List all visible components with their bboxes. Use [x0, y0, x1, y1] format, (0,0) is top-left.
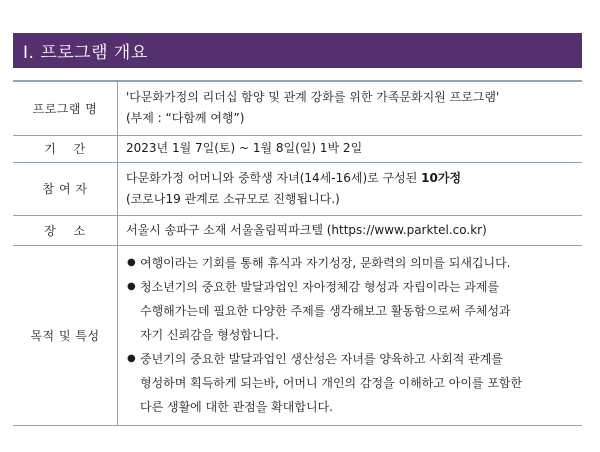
purpose-list: [126, 251, 578, 419]
value-participants: [118, 162, 583, 215]
row-period: [13, 135, 582, 162]
label-period: 기 간: [13, 135, 118, 162]
label-purpose: 목적 및 특성: [13, 245, 118, 425]
program-title: '다문화가정의 리더십 함양 및 관계 강화를 위한 가족문화지원 프로그램': [126, 90, 500, 105]
label-place: 장 소: [13, 215, 118, 245]
value-period: [118, 135, 583, 162]
period-text: 2023년 1월 7일(토) ~ 1월 8일(일) 1박 2일: [126, 141, 363, 155]
value-purpose: [118, 245, 583, 425]
section-title: Ⅰ. 프로그램 개요: [23, 43, 148, 63]
purpose-item-2: [126, 275, 578, 347]
purpose-item-2-line-1: 청소년기의 중요한 발달과업인 자아정체감 형성과 자립이라는 과제를: [140, 280, 500, 294]
purpose-item-2-line-2: 수행해가는데 필요한 다양한 주제를 생각해보고 활동함으로써 주체성과: [140, 304, 511, 318]
participants-note: (코로나19 관계로 소규모로 진행됩니다.): [126, 191, 340, 206]
row-participants: [13, 162, 582, 215]
bullet-icon: ●: [127, 353, 136, 364]
purpose-item-3-line-1: 중년기의 중요한 발달과업인 생산성은 자녀를 양육하고 사회적 관계를: [140, 352, 503, 366]
place-text: 서울시 송파구 소재 서울올림픽파크텔 (https://www.parktel.co.kr): [126, 222, 487, 237]
purpose-item-1: [126, 251, 578, 275]
value-place: [118, 215, 583, 245]
bullet-icon: ●: [127, 257, 136, 268]
participants-count: 10가정: [421, 170, 462, 185]
participants-desc: 다문화가정 어머니와 중학생 자녀(14세-16세)로 구성된: [126, 170, 422, 185]
row-purpose: [13, 245, 582, 425]
row-place: [13, 215, 582, 245]
program-subtitle: (부제 : “다함께 여행”): [126, 111, 245, 126]
purpose-item-1-line-1: 여행이라는 기회를 통해 휴식과 자기성장, 문화력의 의미를 되새깁니다.: [140, 256, 511, 270]
section-header: [13, 33, 582, 68]
label-program-name: 프로그램 명: [13, 81, 118, 135]
bullet-icon: ●: [127, 281, 136, 292]
participants-line: [126, 168, 578, 189]
purpose-item-3: [126, 347, 578, 419]
purpose-item-3-line-2: 형성하며 획득하게 되는바, 어머니 개인의 감정을 이해하고 아이를 포함한: [140, 376, 523, 390]
row-program-name: [13, 81, 582, 135]
value-program-name: [118, 81, 583, 135]
purpose-item-3-line-3: 다른 생활에 대한 관점을 확대합니다.: [140, 400, 333, 414]
purpose-item-2-line-3: 자기 신뢰감을 형성합니다.: [140, 328, 279, 342]
label-participants: 참 여 자: [13, 162, 118, 215]
program-overview-table: [13, 80, 582, 426]
